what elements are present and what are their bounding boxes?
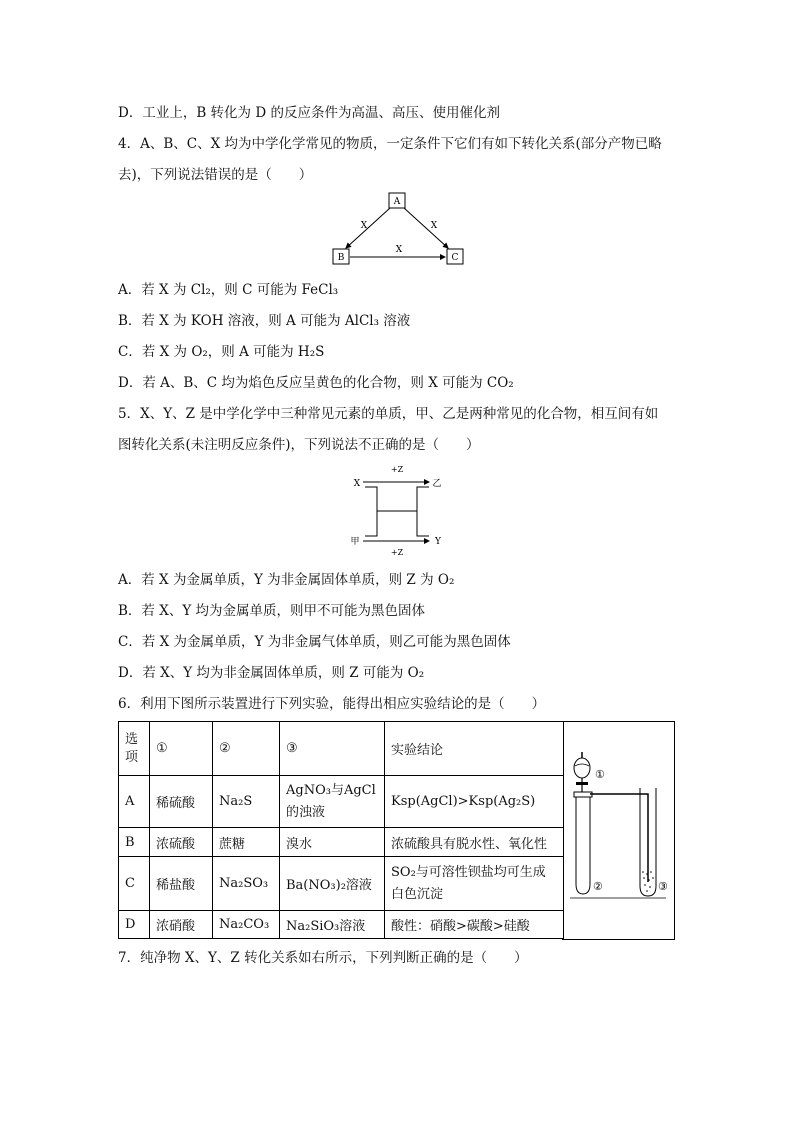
row-a-reagent-2: Na₂S <box>213 776 280 828</box>
q5-right-bracket <box>417 487 429 536</box>
row-a-reagent-1: 稀硫酸 <box>150 776 213 828</box>
header-conclusion: 实验结论 <box>385 722 564 776</box>
q4-stem-line2: 去)，下列说法错误的是（ ） <box>118 167 313 183</box>
table-row <box>119 828 564 857</box>
row-b-reagent-3: 溴水 <box>280 828 385 857</box>
header-option: 选项 <box>119 722 150 776</box>
table-header-row <box>119 722 564 776</box>
q5-option-b: B．若 X、Y 均为金属单质，则甲不可能为黑色固体 <box>118 603 426 619</box>
row-b-reagent-1: 浓硫酸 <box>150 828 213 857</box>
q5-node-y: Y <box>435 537 441 547</box>
table-row <box>119 776 564 828</box>
q6-experiment-table <box>118 721 564 939</box>
row-a-option: A <box>119 776 150 828</box>
q4-option-c: C．若 X 为 O₂，则 A 可能为 H₂S <box>118 344 325 360</box>
q6-apparatus-drawing <box>562 722 674 940</box>
q4-option-a: A．若 X 为 Cl₂，则 C 可能为 FeCl₃ <box>118 282 339 298</box>
q6-apparatus-cell <box>562 721 675 940</box>
separatory-funnel-bulb <box>574 758 590 778</box>
row-d-option: D <box>119 911 150 939</box>
header-reagent-2: ② <box>213 722 280 776</box>
q5-stem-line1: 5．X、Y、Z 是中学化学中三种常见元素的单质，甲、乙是两种常见的化合物，相互间有如 <box>118 406 659 422</box>
row-c-option: C <box>119 857 150 911</box>
header-reagent-3: ③ <box>280 722 385 776</box>
funnel-stopcock <box>576 782 588 785</box>
row-a-reagent-3: AgNO₃与AgCl的浊液 <box>280 776 385 828</box>
q4-arrow-ac <box>404 208 448 248</box>
table-row <box>119 857 564 911</box>
row-d-conclusion: 酸性：硝酸>碳酸>硅酸 <box>385 911 564 939</box>
row-c-reagent-1: 稀盐酸 <box>150 857 213 911</box>
q5-node-yi: 乙 <box>432 479 442 489</box>
q4-node-b: B <box>337 253 345 263</box>
row-d-reagent-3: Na₂SiO₃溶液 <box>280 911 385 939</box>
q4-label-ac: X <box>430 221 438 231</box>
row-b-conclusion: 浓硫酸具有脱水性、氧化性 <box>385 828 564 857</box>
reaction-tube <box>576 796 590 894</box>
q5-bottom-label: +Z <box>390 548 404 557</box>
row-c-conclusion: SO₂与可溶性钡盐均可生成白色沉淀 <box>385 857 564 911</box>
delivery-tube <box>590 794 648 882</box>
row-b-reagent-2: 蔗糖 <box>213 828 280 857</box>
q6-stem: 6．利用下图所示装置进行下列实验，能得出相应实验结论的是（ ） <box>118 696 546 712</box>
label-reagent-2: ② <box>593 880 603 893</box>
q5-top-label: +Z <box>390 465 404 474</box>
q5-stem-line2: 图转化关系(未注明反应条件)，下列说法不正确的是（ ） <box>118 437 480 453</box>
table-row <box>119 911 564 939</box>
q4-triangle-diagram <box>328 188 472 270</box>
row-d-reagent-1: 浓硝酸 <box>150 911 213 939</box>
q4-option-d: D．若 A、B、C 均为焰色反应呈黄色的化合物，则 X 可能为 CO₂ <box>118 375 514 391</box>
q5-left-bracket <box>365 487 377 536</box>
row-b-option: B <box>119 828 150 857</box>
tube-stopper <box>574 792 592 797</box>
q3-option-d: D．工业上，B 转化为 D 的反应条件为高温、高压、使用催化剂 <box>118 105 500 121</box>
row-c-reagent-3: Ba(NO₃)₂溶液 <box>280 857 385 911</box>
q7-stem: 7．纯净物 X、Y、Z 转化关系如右所示，下列判断正确的是（ ） <box>118 950 528 966</box>
label-reagent-3: ③ <box>658 880 668 893</box>
q5-node-x: X <box>353 479 361 489</box>
header-reagent-1: ① <box>150 722 213 776</box>
row-d-reagent-2: Na₂CO₃ <box>213 911 280 939</box>
q5-node-jia: 甲 <box>350 537 360 547</box>
q5-option-d: D．若 X、Y 均为非金属固体单质，则 Z 可能为 O₂ <box>118 665 425 681</box>
label-reagent-1: ① <box>595 768 605 781</box>
q4-node-c: C <box>451 253 459 263</box>
row-a-conclusion: Ksp(AgCl)>Ksp(Ag₂S) <box>385 776 564 828</box>
q5-option-a: A．若 X 为金属单质，Y 为非金属固体单质，则 Z 为 O₂ <box>118 572 455 588</box>
q4-arrow-ab <box>346 208 390 248</box>
row-c-reagent-2: Na₂SO₃ <box>213 857 280 911</box>
q5-conversion-diagram <box>345 462 449 560</box>
q4-label-ab: X <box>360 221 368 231</box>
q4-label-bc: X <box>395 245 403 255</box>
q4-node-a: A <box>393 197 401 207</box>
q4-option-b: B．若 X 为 KOH 溶液，则 A 可能为 AlCl₃ 溶液 <box>118 313 411 329</box>
q5-option-c: C．若 X 为金属单质，Y 为非金属气体单质，则乙可能为黑色固体 <box>118 634 511 650</box>
q4-stem-line1: 4．A、B、C、X 均为中学化学常见的物质，一定条件下它们有如下转化关系(部分产物已略 <box>118 136 662 152</box>
